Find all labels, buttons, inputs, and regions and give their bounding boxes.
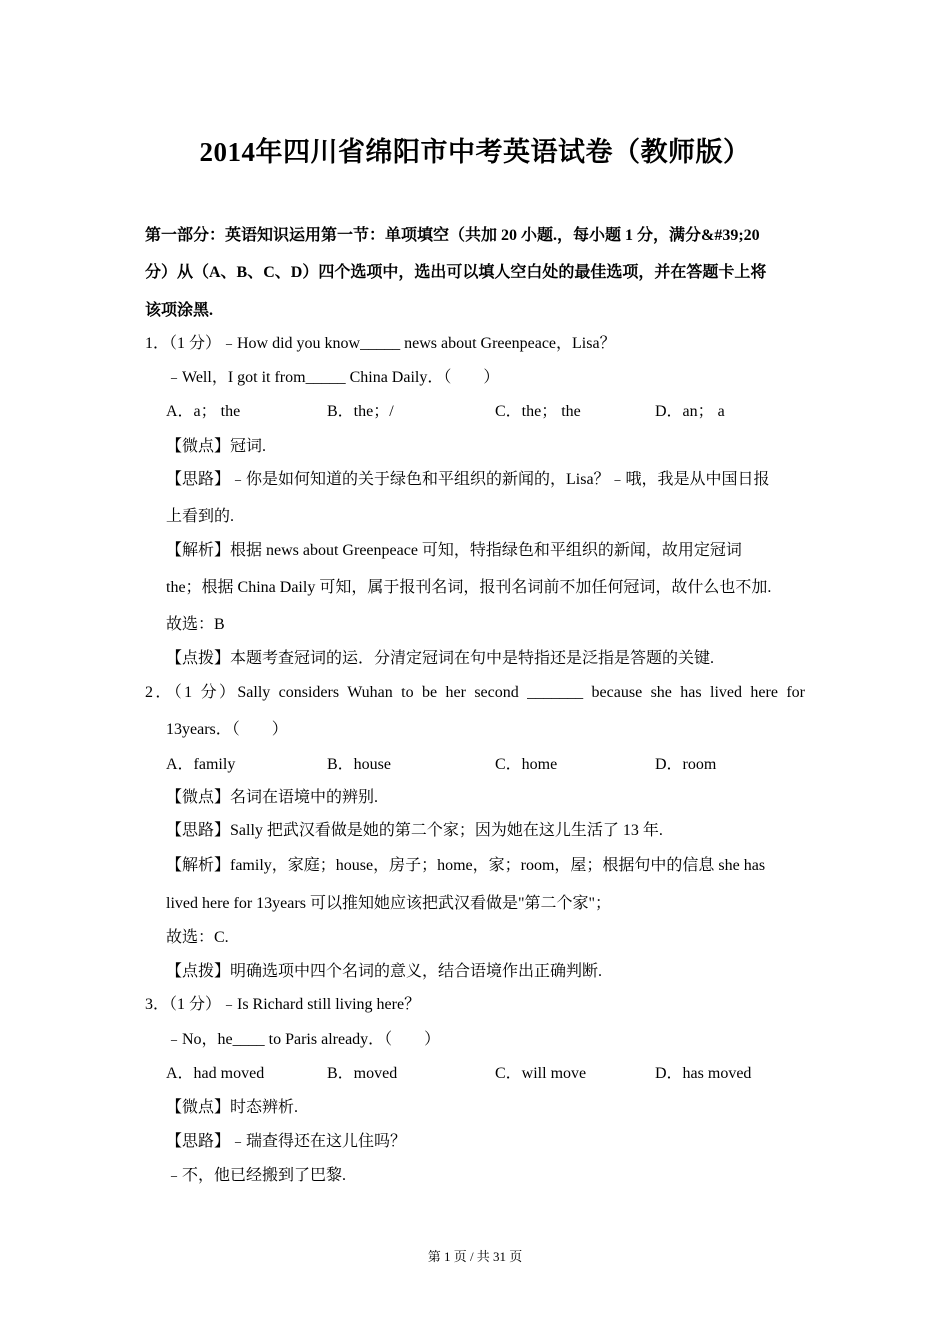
q3-stem-line-1: 3．（1 分）﹣Is Richard still living here？ (145, 996, 421, 1013)
q1-silu-line-2: 上看到的. (166, 508, 235, 525)
q1-option-d: D．an； a (655, 403, 725, 420)
section-header-line-1: 第一部分：英语知识运用第一节：单项填空（共加 20 小题.，每小题 1 分，满分&#39;20 (145, 227, 760, 244)
q3-weidian: 【微点】时态辨析. (166, 1099, 299, 1116)
q2-dianbo: 【点拨】明确选项中四个名词的意义，结合语境作出正确判断. (166, 963, 603, 980)
q2-answer: 故选：C. (166, 929, 229, 946)
q1-jiexi-line-1: 【解析】根据 news about Greenpeace 可知，特指绿色和平组织的新闻，故用定冠词 (166, 542, 742, 559)
q2-stem-line-1 (145, 683, 805, 703)
section-header-line-3: 该项涂黑. (145, 302, 214, 319)
q3-option-d: D．has moved (655, 1065, 752, 1082)
q3-option-a: A．had moved (166, 1065, 265, 1082)
q2-jiexi-line-1: 【解析】family，家庭；house，房子；home，家；room，屋；根据句中的信息 she has (166, 857, 766, 874)
q2-jiexi-line-2: lived here for 13years 可以推知她应该把武汉看做是"第二个家"； (166, 895, 612, 912)
document-title: 2014年四川省绵阳市中考英语试卷（教师版） (199, 137, 751, 167)
page-footer: 第 1 页 / 共 31 页 (427, 1249, 523, 1264)
q3-silu-line-1: 【思路】﹣瑞查得还在这儿住吗？ (166, 1133, 407, 1150)
q2-stem-line-2: 13years．（ ） (166, 721, 288, 738)
q1-option-a: A．a； the (166, 403, 241, 420)
q2-option-d: D．room (655, 756, 717, 773)
q3-stem-line-2: ﹣No，he____ to Paris already．（ ） (166, 1031, 441, 1048)
q1-answer: 故选：B (166, 616, 225, 633)
q2-weidian: 【微点】名词在语境中的辨别. (166, 789, 379, 806)
q3-silu-line-2: ﹣不，他已经搬到了巴黎. (166, 1167, 347, 1184)
q1-option-c: C．the； the (495, 403, 581, 420)
section-header-line-2: 分）从（A、B、C、D）四个选项中，选出可以填人空白处的最佳选项，并在答题卡上将 (145, 264, 767, 281)
q2-stem-text: 2．（1 分）Sally considers Wuhan to be her second _______ because she has lived here for (145, 684, 805, 701)
q2-silu: 【思路】Sally 把武汉看做是她的第二个家；因为她在这儿生活了 13 年. (166, 822, 663, 839)
q3-option-c: C．will move (495, 1065, 587, 1082)
q2-option-c: C．home (495, 756, 558, 773)
q1-weidian: 【微点】冠词. (166, 438, 267, 455)
q2-option-a: A．family (166, 756, 236, 773)
q1-option-b: B．the；/ (327, 403, 394, 420)
q1-stem-line-1: 1．（1 分）﹣How did you know_____ news about Greenpeace，Lisa？ (145, 335, 616, 352)
q2-option-b: B．house (327, 756, 392, 773)
q1-dianbo: 【点拨】本题考查冠词的运．分清定冠词在句中是特指还是泛指是答题的关键. (166, 650, 715, 667)
q1-jiexi-line-2: the；根据 China Daily 可知，属于报刊名词，报刊名词前不加任何冠词，故什么也不加. (166, 579, 772, 596)
q1-stem-line-2: ﹣Well，I got it from_____ China Daily．（ ） (166, 369, 500, 386)
q1-silu-line-1: 【思路】﹣你是如何知道的关于绿色和平组织的新闻的，Lisa？﹣哦，我是从中国日报 (166, 471, 770, 488)
q3-option-b: B．moved (327, 1065, 398, 1082)
